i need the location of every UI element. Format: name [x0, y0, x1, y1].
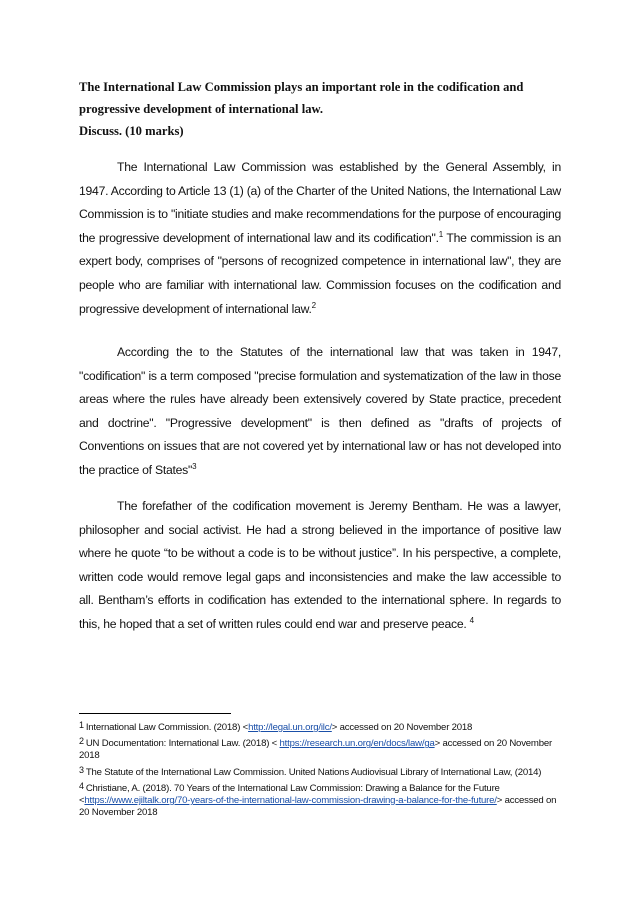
footnote-4-number: 4 — [79, 780, 84, 791]
footnote-2 — [79, 735, 561, 762]
paragraph-3 — [79, 495, 561, 637]
paragraph-2-text: According the to the Statutes of the international law that was taken in 1947, "codification" is a term composed "precise formulation and systematization of the law in those areas where the rules have already been extensively covered by State practice, precedent and doctrine". "Progressive development" is then defined as "drafts of projects of Conventions on issues that are not covered yet by international law or has not developed into the practice of States" — [79, 345, 561, 477]
footnote-2-text: UN Documentation: International Law. (2018) < — [85, 738, 280, 750]
footnote-2-accessed: > accessed on 20 November 2018 — [79, 738, 552, 762]
paragraph-1 — [79, 156, 561, 321]
footnote-separator — [79, 713, 231, 714]
footnote-2-number: 2 — [79, 736, 84, 747]
footnote-ref-4[interactable]: 4 — [469, 615, 474, 625]
footnote-4-link[interactable]: https://www.ejiltalk.org/70-years-of-the-international-law-commission-drawing-a-balance-for-the-future/ — [84, 795, 497, 807]
footnote-4-accessed: > accessed on 20 November 2018 — [79, 795, 557, 819]
footnote-4 — [79, 780, 561, 820]
footnote-ref-2[interactable]: 2 — [311, 300, 316, 310]
footnote-3-number: 3 — [79, 764, 84, 775]
footnote-1-text: International Law Commission. (2018) < — [85, 722, 249, 733]
question-line-2: progressive development of international law. — [79, 102, 324, 116]
footnote-1-link[interactable]: http://legal.un.org/ilc/ — [248, 722, 332, 733]
paragraph-3-text: The forefather of the codification movement is Jeremy Bentham. He was a lawyer, philosopher and social activist. He had a strong believed in the importance of positive law where he quote “to be without a code is to be without justice”. In his perspective, a complete, written code would remove legal gaps and inconsistencies and make the law accessible to all. Bentham’s efforts in codification has extended to the international sphere. In regards to this, he hoped that a set of written rules could end war and preserve peace. — [79, 499, 561, 631]
footnote-3 — [79, 764, 561, 779]
paragraph-1-text: The International Law Commission was established by the General Assembly, in 1947. According to Article 13 (1) (a) of the Charter of the United Nations, the International Law Commission is to "initiate studies and make recommendations for the purpose of encouraging the progressive development of international law and its codification". — [79, 160, 561, 245]
paragraph-2 — [79, 341, 561, 483]
footnote-2-link[interactable]: https://research.un.org/en/docs/law/ga — [279, 738, 435, 750]
footnote-ref-1[interactable]: 1 — [438, 229, 443, 239]
question-marks: Discuss. (10 marks) — [79, 124, 184, 138]
question-heading — [79, 76, 561, 142]
footnote-ref-3[interactable]: 3 — [192, 461, 197, 471]
footnote-4-text: Christiane, A. (2018). 70 Years of the International Law Commission: Drawing a Balance for the Future < — [79, 782, 500, 807]
footnote-1 — [79, 719, 561, 734]
footnote-1-number: 1 — [79, 720, 84, 730]
footnote-3-text: The Statute of the International Law Commission. United Nations Audiovisual Library of International Law, (2014) — [85, 766, 542, 778]
footnotes — [79, 719, 561, 820]
paragraph-1-text-continued: The commission is an expert body, comprises of "persons of recognized competence in international law", they are people who are familiar with international law. Commission focuses on the codification and progressive development of international law. — [79, 230, 561, 316]
question-line-1: The International Law Commission plays an important role in the codification and — [79, 80, 524, 94]
footnote-1-accessed: > accessed on 20 November 2018 — [331, 722, 473, 733]
